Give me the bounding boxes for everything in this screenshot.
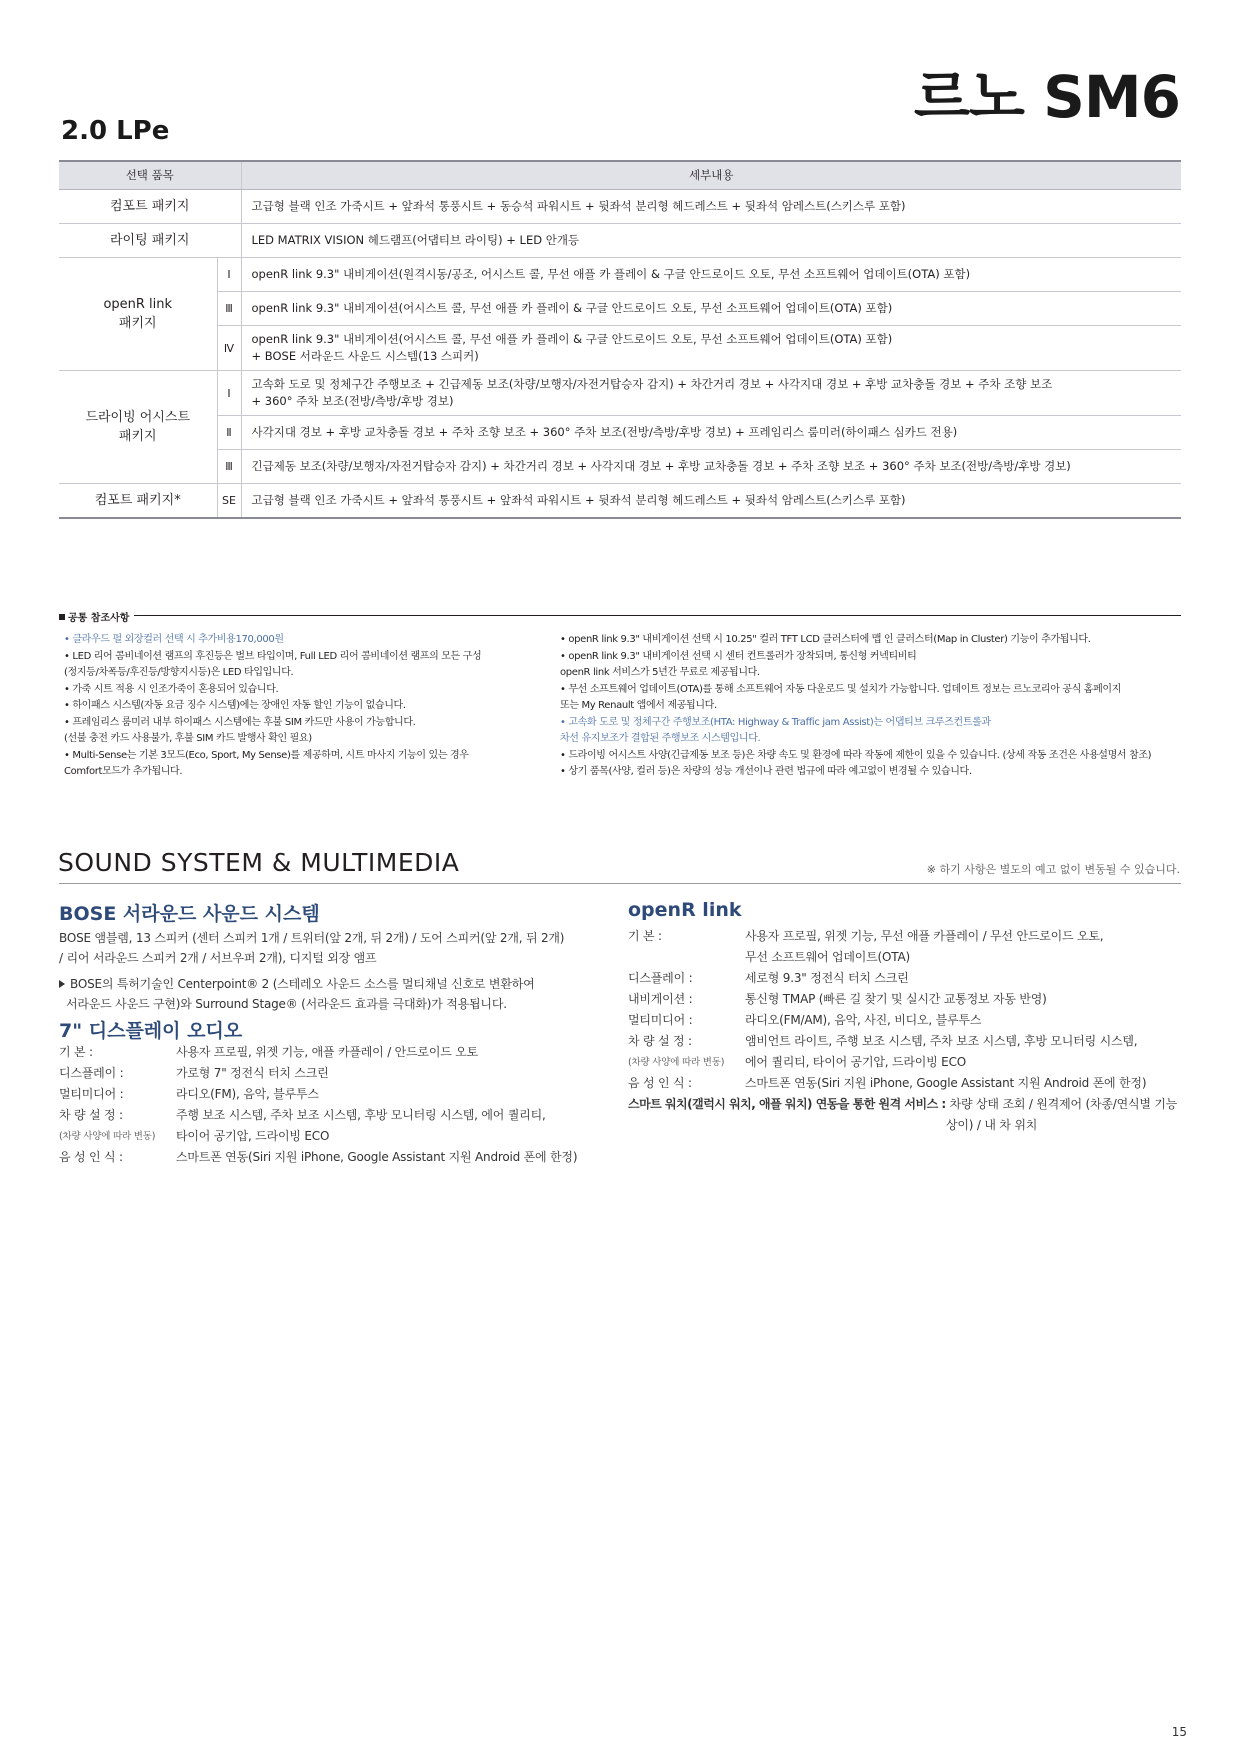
note-item: • 가죽 시트 적용 시 인조가죽이 혼용되어 있습니다. (64, 683, 279, 695)
note-item: • 클라우드 펄 외장컬러 선택 시 추가비용170,000원 (64, 634, 284, 645)
spec-row (59, 1126, 619, 1147)
page-number: 15 (1171, 1725, 1187, 1739)
section-divider (59, 883, 1181, 884)
note-item: • 고속화 도로 및 정체구간 주행보조(HTA: Highway & Traffic jam Assist)는 어댑티브 크루즈컨트롤과 (560, 716, 991, 728)
openr-specs (628, 926, 1181, 1136)
group-label-driving (59, 371, 217, 484)
bose-line: BOSE 앰블렘, 13 스피커 (센터 스피커 1개 / 트위터(앞 2개, 뒤 2개) / 도어 스피커(앞 2개, 뒤 2개) (59, 931, 565, 945)
row-number: Ⅱ (217, 416, 241, 450)
section-title: SOUND SYSTEM & MULTIMEDIA (58, 848, 460, 877)
display-audio-title: 7" 디스플레이 오디오 (59, 1020, 243, 1042)
spec-key: 기 본 : (59, 1045, 93, 1059)
spec-value: 스마트폰 연동(Siri 지원 iPhone, Google Assistant 지원 Android 폰에 한정) (176, 1150, 578, 1164)
notes-heading-text: 공통 참조사항 (68, 613, 130, 624)
row-number: Ⅳ (217, 326, 241, 371)
notes-heading (59, 609, 1181, 624)
spec-value: 세로형 9.3" 정전식 터치 스크린 (745, 971, 909, 985)
row-desc: 고급형 블랙 인조 가죽시트 + 앞좌석 통풍시트 + 동승석 파워시트 + 뒷좌석 분리형 헤드레스트 + 뒷좌석 암레스트(스키스루 포함) (241, 190, 1181, 224)
spec-value: 통신형 TMAP (빠른 길 찾기 및 실시간 교통정보 자동 반영) (745, 992, 1047, 1006)
table-row (59, 292, 1181, 326)
spec-key: 멀티미디어 : (59, 1087, 124, 1101)
spec-key: 디스플레이 : (59, 1066, 124, 1080)
spec-key: 음 성 인 식 : (628, 1076, 692, 1090)
bose-title: BOSE 서라운드 사운드 시스템 (59, 903, 320, 925)
spec-row (628, 926, 1181, 947)
spec-row (628, 1052, 1181, 1073)
note-item: • 하이패스 시스템(자동 요금 징수 시스템)에는 장애인 자동 할인 기능이 없습니다. (64, 700, 406, 711)
spec-value: 스마트폰 연동(Siri 지원 iPhone, Google Assistant 지원 Android 폰에 한정) (745, 1076, 1147, 1090)
desc-line: openR link 9.3" 내비게이션(어시스트 콜, 무선 애플 카 플레이 & 구글 안드로이드 오토, 무선 소프트웨어 업데이트(OTA) 포함) (251, 332, 893, 346)
trim-title: 2.0 LPe (61, 116, 170, 146)
spec-key: 음 성 인 식 : (59, 1150, 123, 1164)
spec-value: 사용자 프로필, 위젯 기능, 무선 애플 카플레이 / 무선 안드로이드 오토, (745, 929, 1104, 943)
spec-value: 차량 상태 조회 / 원격제어 (차종/연식별 기능 (949, 1097, 1178, 1111)
row-label: 라이팅 패키지 (59, 224, 241, 258)
row-desc: 긴급제동 보조(차량/보행자/자전거탑승자 감지) + 차간거리 경보 + 사각지대 경보 + 후방 교차충돌 경보 + 주차 조향 보조 + 360° 주차 보조(전방/측방/후방 경보) (241, 450, 1181, 484)
row-desc: 고급형 블랙 인조 가죽시트 + 앞좌석 통풍시트 + 앞좌석 파워시트 + 뒷좌석 분리형 헤드레스트 + 뒷좌석 암레스트(스키스루 포함) (241, 484, 1181, 519)
spec-row (628, 1073, 1181, 1094)
note-item: • LED 리어 콤비네이션 램프의 후진등은 벌브 타입이며, Full LED 리어 콤비네이션 램프의 모든 구성 (64, 650, 482, 662)
spec-row (628, 968, 1181, 989)
spec-value: 주행 보조 시스템, 주차 보조 시스템, 후방 모니터링 시스템, 에어 퀄리티, (176, 1108, 546, 1122)
table-row (59, 190, 1181, 224)
desc-line: + BOSE 서라운드 사운드 시스템(13 스피커) (251, 349, 479, 363)
row-number: Ⅲ (217, 450, 241, 484)
note-item: • 상기 품목(사양, 컬러 등)은 차량의 성능 개선이나 관련 법규에 따라 예고없이 변경될 수 있습니다. (560, 766, 972, 777)
bose-description (59, 928, 619, 1014)
desc-line: 고속화 도로 및 정체구간 주행보조 + 긴급제동 보조(차량/보행자/자전거탑승자 감지) + 차간거리 경보 + 사각지대 경보 + 후방 교차충돌 경보 + 주차 조향 보조 (251, 377, 1053, 391)
note-item: 또는 My Renault 앱에서 제공됩니다. (560, 700, 717, 711)
note-item: • openR link 9.3" 내비게이션 선택 시 10.25" 컬러 TFT LCD 클러스터에 맵 인 클러스터(Map in Cluster) 기능이 추가됩니다. (560, 634, 1091, 645)
row-number: Ⅲ (217, 292, 241, 326)
note-item: • openR link 9.3" 내비게이션 선택 시 센터 컨트롤러가 장착되며, 통신형 커넥티비티 (560, 650, 917, 662)
table-row (59, 450, 1181, 484)
table-row (59, 326, 1181, 371)
spec-key: 내비게이션 : (628, 992, 693, 1006)
spec-key: (차량 사양에 따라 변동) (628, 1057, 725, 1068)
spec-row (59, 1042, 619, 1063)
table-row (59, 484, 1181, 519)
note-item: • 무선 소프트웨어 업데이트(OTA)를 통해 소프트웨어 자동 다운로드 및 설치가 가능합니다. 업데이트 정보는 르노코리아 공식 홈페이지 (560, 683, 1122, 695)
spec-row (628, 1031, 1181, 1052)
spec-row (59, 1063, 619, 1084)
spec-row (628, 1094, 1181, 1115)
spec-value: 사용자 프로필, 위젯 기능, 애플 카플레이 / 안드로이드 오토 (176, 1045, 479, 1059)
row-desc: openR link 9.3" 내비게이션(어시스트 콜, 무선 애플 카 플레이 & 구글 안드로이드 오토, 무선 소프트웨어 업데이트(OTA) 포함) (241, 292, 1181, 326)
note-item: • 프레임리스 룸미러 내부 하이패스 시스템에는 후불 SIM 카드만 사용이 가능합니다. (64, 716, 416, 728)
table-row (59, 371, 1181, 416)
spec-key (628, 947, 745, 968)
group-label-line: 패키지 (118, 429, 157, 444)
brand-title: 르노 SM6 (913, 63, 1180, 131)
row-number: SE (217, 484, 241, 519)
spec-key: (차량 사양에 따라 변동) (59, 1131, 156, 1142)
desc-line: + 360° 주차 보조(전방/측방/후방 경보) (251, 394, 454, 408)
spec-key: 차 량 설 정 : (628, 1034, 692, 1048)
note-item: • 드라이빙 어시스트 사양(긴급제동 보조 등)은 차량 속도 및 환경에 따라 작동에 제한이 있을 수 있습니다. (상세 작동 조건은 사용설명서 참조) (560, 749, 1152, 761)
row-number: Ⅰ (217, 371, 241, 416)
group-label-line: 드라이빙 어시스트 (85, 410, 191, 425)
note-item: (선불 충전 카드 사용불가, 후불 SIM 카드 발행사 확인 필요) (64, 733, 312, 744)
spec-row (628, 947, 1181, 968)
display-audio-specs (59, 1042, 619, 1168)
table-row (59, 258, 1181, 292)
table-header-row (59, 161, 1181, 190)
spec-row (628, 1010, 1181, 1031)
group-label-line: 패키지 (118, 316, 157, 331)
row-desc: openR link 9.3" 내비게이션(원격시동/공조, 어시스트 콜, 무선 애플 카 플레이 & 구글 안드로이드 오토, 무선 소프트웨어 업데이트(OTA) 포함) (241, 258, 1181, 292)
note-item: openR link 서비스가 5년간 무료로 제공됩니다. (560, 667, 760, 678)
header-option: 선택 품목 (59, 161, 241, 190)
spec-row (628, 989, 1181, 1010)
note-item: (정지등/차폭등/후진등/방향지시등)은 LED 타입입니다. (64, 667, 294, 678)
spec-key: 기 본 : (628, 929, 662, 943)
spec-value: 타이어 공기압, 드라이빙 ECO (176, 1129, 330, 1143)
spec-key: 디스플레이 : (628, 971, 693, 985)
triangle-bullet-icon (59, 980, 65, 988)
row-desc (241, 371, 1181, 416)
spec-row (59, 1084, 619, 1105)
spec-value: 앰비언트 라이트, 주행 보조 시스템, 주차 보조 시스템, 후방 모니터링 시스템, (745, 1034, 1138, 1048)
note-item: Comfort모드가 추가됩니다. (64, 766, 183, 777)
spec-key: 스마트 워치(갤럭시 워치, 애플 워치) 연동을 통한 원격 서비스 : (628, 1097, 946, 1111)
notes-right (560, 632, 1180, 781)
section-note: ※ 하기 사항은 별도의 예고 없이 변동될 수 있습니다. (926, 863, 1180, 876)
spec-value: 라디오(FM), 음악, 블루투스 (176, 1087, 319, 1101)
options-table (59, 160, 1181, 519)
spec-key: 차 량 설 정 : (59, 1108, 123, 1122)
spec-row (59, 1147, 619, 1168)
spec-key: 멀티미디어 : (628, 1013, 693, 1027)
row-desc: 사각지대 경보 + 후방 교차충돌 경보 + 주차 조향 보조 + 360° 주차 보조(전방/측방/후방 경보) + 프레임리스 룸미러(하이패스 심카드 전용) (241, 416, 1181, 450)
spec-value: 에어 퀄리티, 타이어 공기압, 드라이빙 ECO (745, 1055, 966, 1069)
table-row (59, 416, 1181, 450)
spec-value: 라디오(FM/AM), 음악, 사진, 비디오, 블루투스 (745, 1013, 982, 1027)
spec-row (628, 1115, 1181, 1136)
bose-line: / 리어 서라운드 스피커 2개 / 서브우퍼 2개), 디지털 외장 앰프 (59, 951, 377, 965)
row-number: Ⅰ (217, 258, 241, 292)
spec-value: 무선 소프트웨어 업데이트(OTA) (745, 950, 910, 964)
row-label: 컴포트 패키지* (59, 484, 217, 519)
row-label: 컴포트 패키지 (59, 190, 241, 224)
header-detail: 세부내용 (241, 161, 1181, 190)
row-desc (241, 326, 1181, 371)
openr-title: openR link (628, 899, 742, 921)
bose-feature (59, 974, 619, 994)
bose-line: 서라운드 사운드 구현)와 Surround Stage® (서라운드 효과를 극대화)가 적용됩니다. (66, 997, 507, 1011)
note-item: • Multi-Sense는 기본 3모드(Eco, Sport, My Sense)를 제공하며, 시트 마사지 기능이 있는 경우 (64, 749, 469, 761)
square-bullet-icon (59, 614, 65, 620)
notes-left (64, 632, 584, 781)
bose-feature-text: BOSE의 특허기술인 Centerpoint® 2 (스테레오 사운드 소스를 멀티채널 신호로 변환하여 (70, 977, 535, 991)
table-row (59, 224, 1181, 258)
spec-value: 상이) / 내 차 위치 (946, 1118, 1038, 1132)
group-label-openr (59, 258, 217, 371)
group-label-line: openR link (103, 297, 173, 312)
row-desc: LED MATRIX VISION 헤드램프(어댑티브 라이팅) + LED 안개등 (241, 224, 1181, 258)
note-item: 차선 유지보조가 결합된 주행보조 시스템입니다. (560, 733, 761, 744)
spec-row (59, 1105, 619, 1126)
notes-divider (134, 615, 1181, 616)
spec-value: 가로형 7" 정전식 터치 스크린 (176, 1066, 329, 1080)
